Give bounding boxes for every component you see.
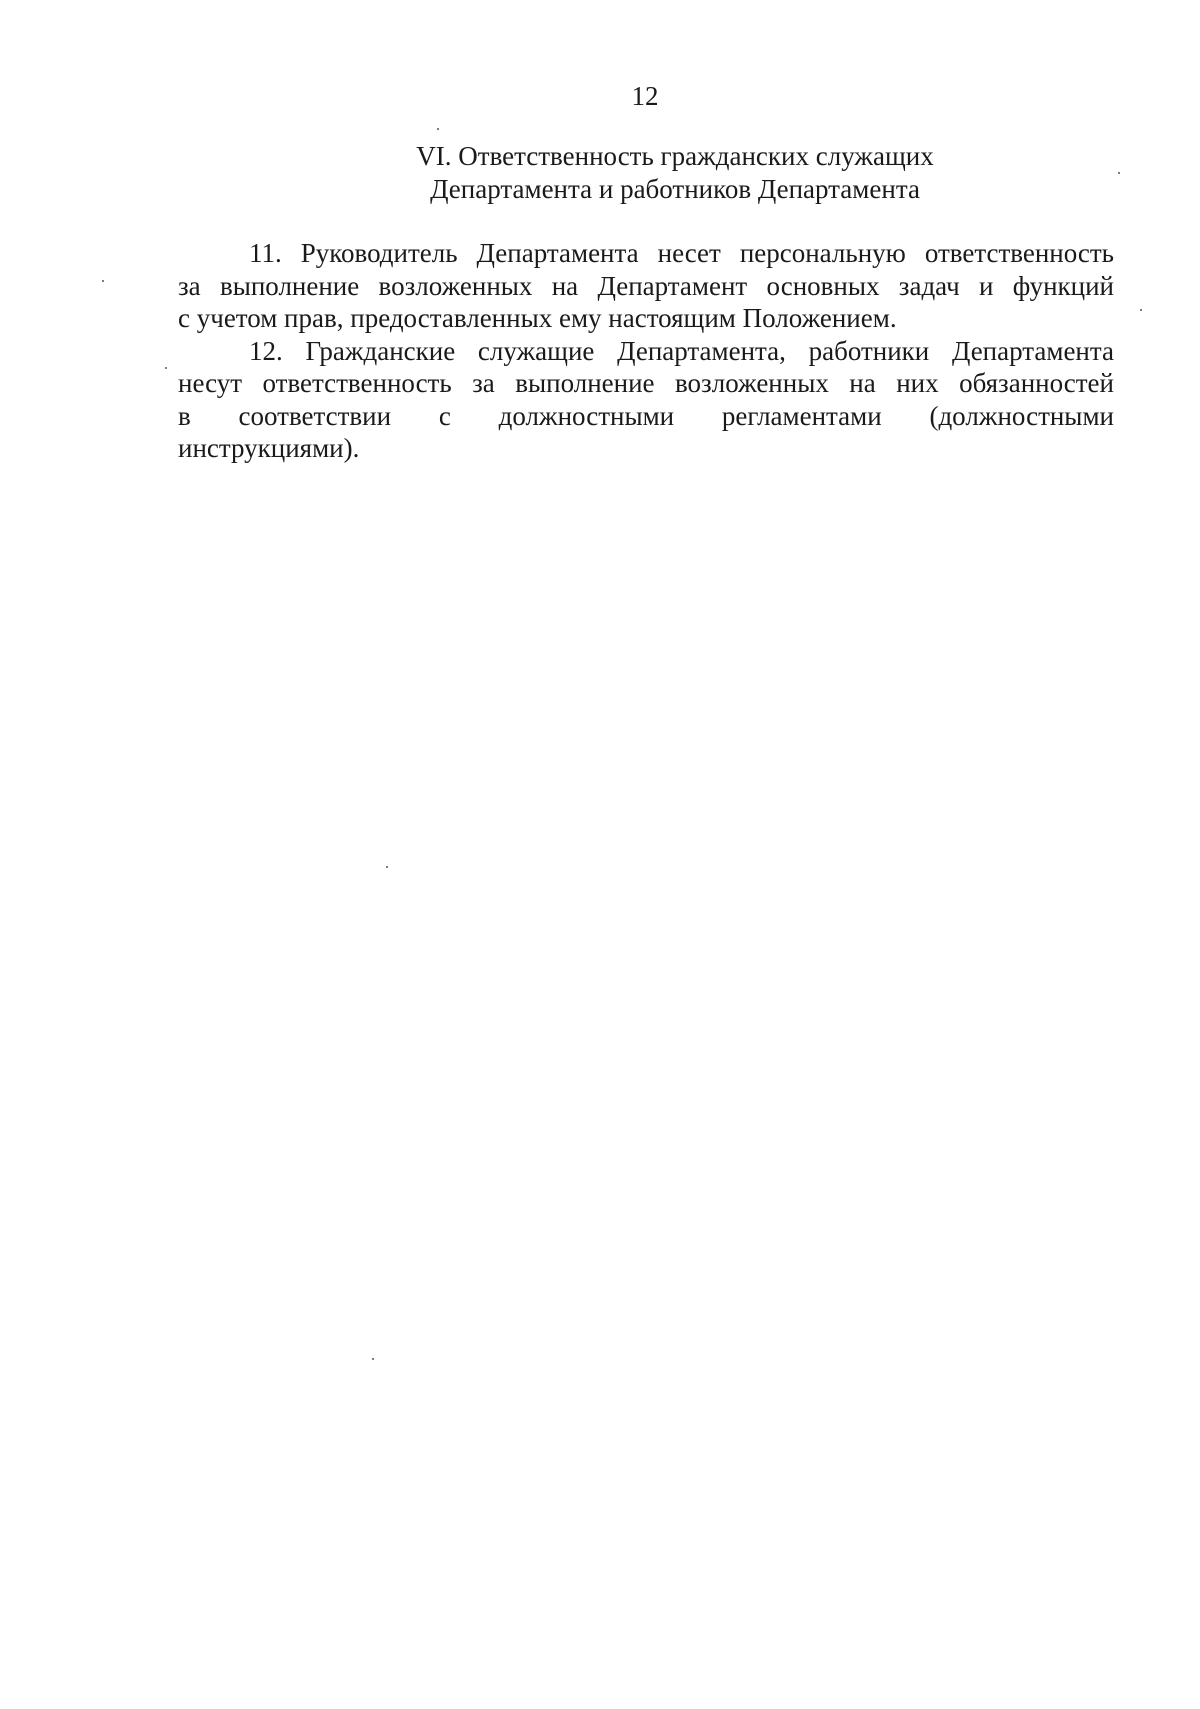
paragraph-line: за выполнение возложенных на Департамент основных задач и функций	[178, 270, 1114, 301]
scan-speck	[102, 280, 104, 282]
document-body	[178, 237, 1114, 465]
scan-speck	[386, 866, 388, 868]
scan-speck	[1140, 309, 1142, 311]
paragraph-line: 12. Гражданские служащие Департамента, работники Департамента	[249, 335, 1114, 366]
paragraph-line: в соответствии с должностными регламентами (должностными	[178, 400, 1114, 431]
section-heading-line: Департамента и работников Департамента	[430, 174, 920, 204]
paragraph-line: 11. Руководитель Департамента несет персональную ответственность	[249, 238, 1114, 268]
paragraph-line: с учетом прав, предоставленных ему настоящим Положением.	[178, 303, 897, 333]
paragraph-11	[178, 237, 1114, 335]
section-heading	[300, 140, 1050, 206]
paragraph-line: несут ответственность за выполнение возложенных на них обязанностей	[178, 368, 1114, 398]
page-number: 12	[631, 81, 659, 111]
paragraph-line: инструкциями).	[178, 433, 360, 463]
scan-speck	[165, 367, 167, 369]
section-heading-line: VI. Ответственность гражданских служащих	[416, 141, 934, 171]
scan-speck	[372, 1358, 374, 1360]
scan-speck	[1118, 172, 1120, 174]
paragraph-12	[178, 335, 1114, 465]
scan-speck	[437, 128, 439, 130]
